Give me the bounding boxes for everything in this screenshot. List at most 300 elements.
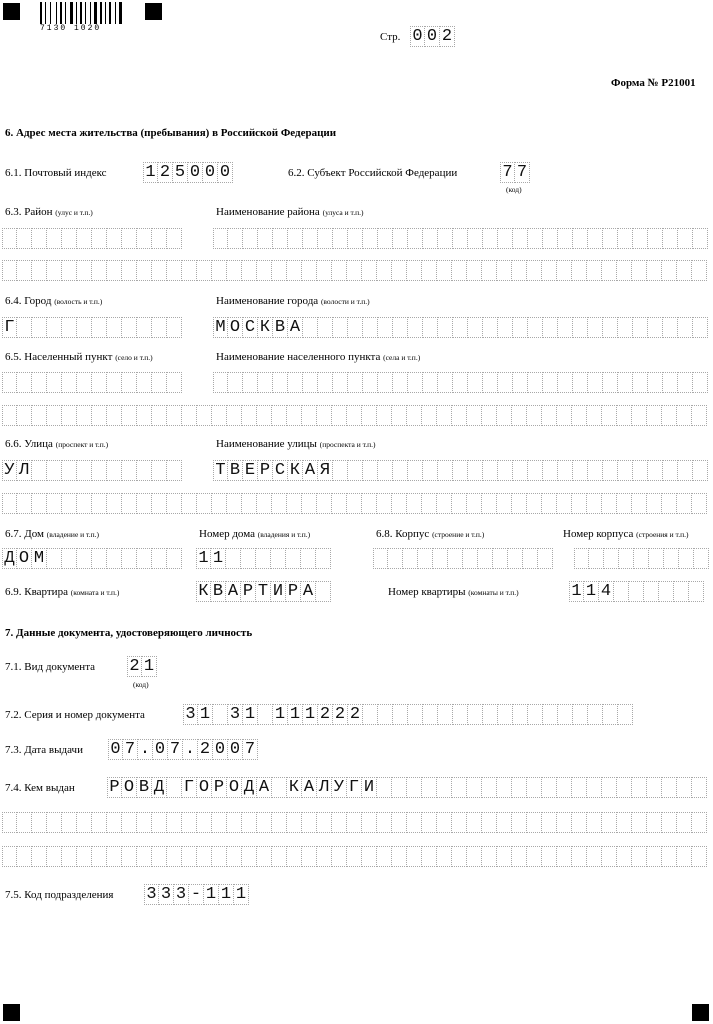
form-cell[interactable] (629, 581, 644, 602)
form-cell[interactable] (677, 260, 692, 281)
form-cell[interactable] (377, 493, 392, 514)
form-cell[interactable] (437, 405, 452, 426)
form-cell[interactable]: Р (212, 777, 227, 798)
form-cell[interactable] (332, 405, 347, 426)
form-cell[interactable] (302, 812, 317, 833)
form-cell[interactable] (197, 260, 212, 281)
form-cell[interactable] (589, 548, 604, 569)
form-cell[interactable] (452, 812, 467, 833)
form-cell[interactable] (362, 493, 377, 514)
form-cell[interactable] (438, 317, 453, 338)
form-cell[interactable] (512, 260, 527, 281)
form-cell[interactable]: А (301, 581, 316, 602)
form-cell[interactable] (77, 812, 92, 833)
form-cell[interactable] (497, 493, 512, 514)
form-cell[interactable] (572, 493, 587, 514)
form-cell[interactable] (618, 460, 633, 481)
form-cell[interactable] (303, 317, 318, 338)
form-cell[interactable]: 1 (288, 704, 303, 725)
form-cell[interactable] (617, 812, 632, 833)
form-cell[interactable]: 3 (174, 884, 189, 905)
form-cell[interactable] (453, 372, 468, 393)
form-cell[interactable]: М (213, 317, 228, 338)
form-cell[interactable] (302, 846, 317, 867)
form-cell[interactable]: Л (17, 460, 32, 481)
form-cell[interactable] (557, 260, 572, 281)
form-cell[interactable]: 2 (318, 704, 333, 725)
form-cell[interactable] (422, 493, 437, 514)
form-cell[interactable] (197, 405, 212, 426)
form-cell[interactable] (468, 228, 483, 249)
form-cell[interactable] (182, 846, 197, 867)
form-cell[interactable] (62, 548, 77, 569)
form-cell[interactable] (543, 460, 558, 481)
form-cell[interactable] (633, 317, 648, 338)
form-cell[interactable] (512, 405, 527, 426)
form-cell[interactable] (47, 228, 62, 249)
district-name-field[interactable] (213, 228, 708, 249)
form-cell[interactable] (619, 548, 634, 569)
form-cell[interactable] (438, 228, 453, 249)
locality-name-field-line2[interactable] (2, 405, 707, 426)
form-cell[interactable] (332, 846, 347, 867)
form-cell[interactable]: Г (182, 777, 197, 798)
form-cell[interactable] (257, 493, 272, 514)
form-cell[interactable] (448, 548, 463, 569)
form-cell[interactable] (587, 846, 602, 867)
form-cell[interactable] (662, 260, 677, 281)
form-cell[interactable]: 7 (168, 739, 183, 760)
form-cell[interactable] (316, 581, 331, 602)
form-cell[interactable] (377, 812, 392, 833)
form-cell[interactable] (633, 460, 648, 481)
form-cell[interactable] (437, 260, 452, 281)
form-cell[interactable]: 1 (569, 581, 584, 602)
form-cell[interactable] (407, 260, 422, 281)
form-cell[interactable] (257, 846, 272, 867)
form-cell[interactable] (692, 493, 707, 514)
form-cell[interactable] (408, 317, 423, 338)
issued-by-field-line3[interactable] (2, 846, 707, 867)
form-cell[interactable] (348, 317, 363, 338)
form-cell[interactable] (588, 372, 603, 393)
form-cell[interactable] (512, 777, 527, 798)
form-cell[interactable]: . (138, 739, 153, 760)
form-cell[interactable] (17, 493, 32, 514)
form-cell[interactable] (47, 405, 62, 426)
form-cell[interactable]: 2 (333, 704, 348, 725)
form-cell[interactable] (77, 493, 92, 514)
form-cell[interactable] (408, 704, 423, 725)
form-cell[interactable] (498, 704, 513, 725)
form-cell[interactable] (62, 405, 77, 426)
form-cell[interactable] (648, 317, 663, 338)
form-cell[interactable] (558, 704, 573, 725)
form-cell[interactable] (393, 704, 408, 725)
form-cell[interactable] (662, 405, 677, 426)
form-cell[interactable] (32, 405, 47, 426)
form-cell[interactable] (318, 317, 333, 338)
form-cell[interactable] (482, 405, 497, 426)
form-cell[interactable] (393, 372, 408, 393)
form-cell[interactable] (362, 812, 377, 833)
form-cell[interactable] (347, 493, 362, 514)
form-cell[interactable]: 1 (219, 884, 234, 905)
form-cell[interactable] (273, 372, 288, 393)
form-cell[interactable]: 7 (123, 739, 138, 760)
form-cell[interactable] (287, 493, 302, 514)
form-cell[interactable] (649, 548, 664, 569)
form-cell[interactable] (62, 493, 77, 514)
form-cell[interactable] (2, 405, 17, 426)
form-cell[interactable] (408, 372, 423, 393)
form-cell[interactable] (272, 493, 287, 514)
form-cell[interactable] (242, 812, 257, 833)
form-cell[interactable] (674, 581, 689, 602)
form-cell[interactable] (558, 460, 573, 481)
form-cell[interactable] (362, 846, 377, 867)
subject-code-field[interactable] (500, 162, 530, 183)
form-cell[interactable]: А (303, 460, 318, 481)
form-cell[interactable] (587, 493, 602, 514)
form-cell[interactable] (272, 777, 287, 798)
form-cell[interactable]: Д (2, 548, 17, 569)
form-cell[interactable] (167, 405, 182, 426)
form-cell[interactable] (467, 493, 482, 514)
form-cell[interactable] (437, 777, 452, 798)
form-cell[interactable] (107, 372, 122, 393)
form-cell[interactable] (303, 228, 318, 249)
form-cell[interactable] (647, 260, 662, 281)
form-cell[interactable] (272, 812, 287, 833)
form-cell[interactable] (107, 460, 122, 481)
form-cell[interactable] (528, 372, 543, 393)
form-cell[interactable] (377, 846, 392, 867)
form-cell[interactable] (212, 846, 227, 867)
form-cell[interactable] (528, 704, 543, 725)
form-cell[interactable] (422, 777, 437, 798)
form-cell[interactable] (152, 405, 167, 426)
form-cell[interactable]: 1 (273, 704, 288, 725)
form-cell[interactable] (528, 228, 543, 249)
form-cell[interactable] (302, 405, 317, 426)
street-name-field[interactable] (213, 460, 708, 481)
form-cell[interactable] (588, 704, 603, 725)
form-cell[interactable]: 1 (142, 656, 157, 677)
form-cell[interactable] (272, 405, 287, 426)
form-cell[interactable] (617, 405, 632, 426)
form-cell[interactable] (632, 777, 647, 798)
form-cell[interactable] (152, 846, 167, 867)
form-cell[interactable] (618, 228, 633, 249)
form-cell[interactable] (663, 228, 678, 249)
form-cell[interactable] (258, 704, 273, 725)
corpus-type-field[interactable] (373, 548, 553, 569)
form-cell[interactable] (227, 405, 242, 426)
form-cell[interactable] (478, 548, 493, 569)
form-cell[interactable] (573, 704, 588, 725)
form-cell[interactable] (572, 405, 587, 426)
form-cell[interactable] (62, 260, 77, 281)
form-cell[interactable] (212, 405, 227, 426)
form-cell[interactable] (77, 317, 92, 338)
form-cell[interactable] (287, 812, 302, 833)
form-cell[interactable] (512, 846, 527, 867)
form-cell[interactable] (604, 548, 619, 569)
form-cell[interactable] (47, 460, 62, 481)
form-cell[interactable] (603, 460, 618, 481)
form-cell[interactable] (558, 372, 573, 393)
form-cell[interactable] (77, 405, 92, 426)
form-cell[interactable] (677, 405, 692, 426)
form-cell[interactable] (347, 846, 362, 867)
form-cell[interactable] (513, 317, 528, 338)
form-cell[interactable] (453, 228, 468, 249)
house-type-field[interactable] (2, 548, 182, 569)
form-cell[interactable] (77, 228, 92, 249)
form-cell[interactable] (152, 260, 167, 281)
form-cell[interactable] (167, 317, 182, 338)
form-cell[interactable]: Т (256, 581, 271, 602)
form-cell[interactable]: У (2, 460, 17, 481)
form-cell[interactable]: Е (243, 460, 258, 481)
form-cell[interactable]: К (288, 460, 303, 481)
form-cell[interactable] (422, 812, 437, 833)
form-cell[interactable] (213, 704, 228, 725)
form-cell[interactable]: 0 (228, 739, 243, 760)
form-cell[interactable] (647, 846, 662, 867)
form-cell[interactable] (602, 812, 617, 833)
form-cell[interactable] (588, 228, 603, 249)
form-cell[interactable] (574, 548, 589, 569)
form-cell[interactable] (122, 372, 137, 393)
form-cell[interactable] (302, 493, 317, 514)
form-cell[interactable] (287, 260, 302, 281)
form-cell[interactable] (167, 228, 182, 249)
form-cell[interactable] (602, 493, 617, 514)
form-cell[interactable] (527, 493, 542, 514)
form-cell[interactable] (197, 812, 212, 833)
form-cell[interactable] (437, 493, 452, 514)
form-cell[interactable] (227, 260, 242, 281)
form-cell[interactable] (662, 812, 677, 833)
form-cell[interactable] (618, 372, 633, 393)
form-cell[interactable] (617, 493, 632, 514)
form-cell[interactable] (647, 405, 662, 426)
apartment-type-field[interactable] (196, 581, 331, 602)
form-cell[interactable]: 1 (584, 581, 599, 602)
form-cell[interactable] (167, 548, 182, 569)
form-cell[interactable] (543, 317, 558, 338)
form-cell[interactable] (152, 228, 167, 249)
form-cell[interactable] (528, 317, 543, 338)
form-cell[interactable] (483, 372, 498, 393)
form-cell[interactable] (212, 260, 227, 281)
form-cell[interactable] (167, 777, 182, 798)
form-cell[interactable]: И (271, 581, 286, 602)
form-cell[interactable] (407, 812, 422, 833)
form-cell[interactable] (663, 372, 678, 393)
form-cell[interactable] (659, 581, 674, 602)
form-cell[interactable] (678, 228, 693, 249)
form-cell[interactable]: А (226, 581, 241, 602)
form-cell[interactable] (362, 260, 377, 281)
form-cell[interactable] (332, 493, 347, 514)
form-cell[interactable] (392, 405, 407, 426)
form-cell[interactable] (587, 812, 602, 833)
form-cell[interactable] (137, 493, 152, 514)
form-cell[interactable] (122, 812, 137, 833)
form-cell[interactable] (92, 260, 107, 281)
form-cell[interactable] (363, 317, 378, 338)
form-cell[interactable] (167, 812, 182, 833)
form-cell[interactable] (62, 317, 77, 338)
form-cell[interactable] (47, 493, 62, 514)
form-cell[interactable] (333, 228, 348, 249)
form-cell[interactable] (332, 812, 347, 833)
form-cell[interactable] (107, 548, 122, 569)
form-cell[interactable] (512, 812, 527, 833)
form-cell[interactable] (32, 460, 47, 481)
form-cell[interactable] (542, 812, 557, 833)
form-cell[interactable] (347, 405, 362, 426)
form-cell[interactable] (407, 777, 422, 798)
form-cell[interactable] (167, 460, 182, 481)
form-cell[interactable] (167, 493, 182, 514)
form-cell[interactable] (258, 372, 273, 393)
form-cell[interactable] (152, 493, 167, 514)
form-cell[interactable] (453, 460, 468, 481)
form-cell[interactable] (483, 317, 498, 338)
form-cell[interactable] (287, 405, 302, 426)
form-cell[interactable]: О (17, 548, 32, 569)
form-cell[interactable] (47, 260, 62, 281)
form-cell[interactable] (17, 846, 32, 867)
form-cell[interactable] (393, 228, 408, 249)
form-cell[interactable]: 2 (158, 162, 173, 183)
form-cell[interactable] (438, 460, 453, 481)
form-cell[interactable]: 0 (153, 739, 168, 760)
form-cell[interactable] (333, 317, 348, 338)
form-cell[interactable] (257, 260, 272, 281)
form-cell[interactable]: 2 (127, 656, 142, 677)
locality-type-field[interactable] (2, 372, 182, 393)
form-cell[interactable] (602, 260, 617, 281)
form-cell[interactable]: А (257, 777, 272, 798)
form-cell[interactable] (122, 460, 137, 481)
form-cell[interactable]: 3 (159, 884, 174, 905)
form-cell[interactable] (2, 372, 17, 393)
form-cell[interactable]: 1 (211, 548, 226, 569)
form-cell[interactable] (362, 405, 377, 426)
form-cell[interactable] (467, 846, 482, 867)
form-cell[interactable] (557, 493, 572, 514)
form-cell[interactable] (257, 405, 272, 426)
form-cell[interactable]: Р (258, 460, 273, 481)
form-cell[interactable] (393, 460, 408, 481)
form-cell[interactable]: 0 (425, 26, 440, 47)
form-cell[interactable] (573, 317, 588, 338)
form-cell[interactable] (498, 317, 513, 338)
form-cell[interactable] (453, 704, 468, 725)
form-cell[interactable]: М (32, 548, 47, 569)
form-cell[interactable] (122, 228, 137, 249)
form-cell[interactable] (107, 846, 122, 867)
form-cell[interactable] (542, 777, 557, 798)
form-cell[interactable] (422, 405, 437, 426)
form-cell[interactable]: Р (286, 581, 301, 602)
form-cell[interactable] (47, 548, 62, 569)
form-cell[interactable]: К (196, 581, 211, 602)
form-cell[interactable] (92, 812, 107, 833)
form-cell[interactable] (228, 228, 243, 249)
form-cell[interactable] (137, 372, 152, 393)
form-cell[interactable] (483, 460, 498, 481)
form-cell[interactable] (92, 460, 107, 481)
form-cell[interactable] (647, 777, 662, 798)
form-cell[interactable] (557, 812, 572, 833)
form-cell[interactable]: 1 (303, 704, 318, 725)
form-cell[interactable] (677, 812, 692, 833)
form-cell[interactable] (107, 812, 122, 833)
form-cell[interactable] (2, 812, 17, 833)
form-cell[interactable] (167, 260, 182, 281)
form-cell[interactable] (647, 493, 662, 514)
form-cell[interactable] (347, 812, 362, 833)
form-cell[interactable] (632, 846, 647, 867)
form-cell[interactable] (663, 317, 678, 338)
form-cell[interactable] (418, 548, 433, 569)
form-cell[interactable] (77, 548, 92, 569)
division-code-field[interactable] (144, 884, 249, 905)
form-cell[interactable] (107, 228, 122, 249)
form-cell[interactable] (647, 812, 662, 833)
form-cell[interactable] (107, 405, 122, 426)
form-cell[interactable] (452, 405, 467, 426)
form-cell[interactable] (423, 372, 438, 393)
form-cell[interactable] (137, 846, 152, 867)
form-cell[interactable] (348, 372, 363, 393)
form-cell[interactable] (497, 812, 512, 833)
form-cell[interactable] (648, 372, 663, 393)
issued-by-field-line2[interactable] (2, 812, 707, 833)
form-cell[interactable] (452, 493, 467, 514)
form-cell[interactable] (47, 812, 62, 833)
form-cell[interactable] (603, 317, 618, 338)
form-cell[interactable] (423, 460, 438, 481)
form-cell[interactable] (318, 372, 333, 393)
form-cell[interactable] (678, 372, 693, 393)
form-cell[interactable] (393, 317, 408, 338)
form-cell[interactable] (17, 372, 32, 393)
form-cell[interactable] (152, 548, 167, 569)
form-cell[interactable] (317, 846, 332, 867)
form-cell[interactable] (317, 405, 332, 426)
form-cell[interactable] (679, 548, 694, 569)
form-cell[interactable]: 1 (243, 704, 258, 725)
form-cell[interactable] (542, 493, 557, 514)
form-cell[interactable] (542, 846, 557, 867)
form-cell[interactable] (273, 228, 288, 249)
form-cell[interactable] (2, 228, 17, 249)
form-cell[interactable] (632, 812, 647, 833)
form-cell[interactable] (77, 846, 92, 867)
form-cell[interactable] (92, 317, 107, 338)
form-cell[interactable]: 0 (203, 162, 218, 183)
form-cell[interactable] (423, 704, 438, 725)
form-cell[interactable] (167, 846, 182, 867)
form-cell[interactable] (363, 704, 378, 725)
